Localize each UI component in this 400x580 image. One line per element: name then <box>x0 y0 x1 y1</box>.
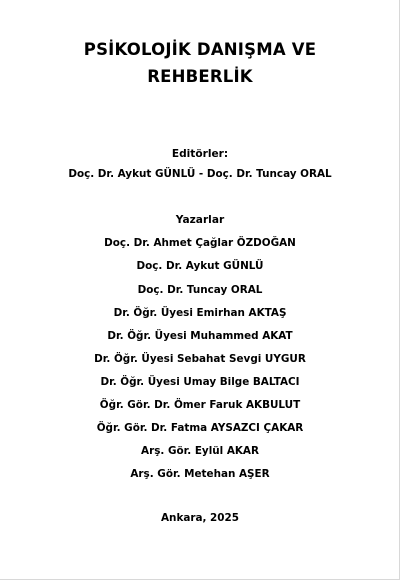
book-title-line-2: REHBERLİK <box>147 67 253 86</box>
author-item: Doç. Dr. Tuncay ORAL <box>137 284 263 296</box>
author-item: Doç. Dr. Ahmet Çağlar ÖZDOĞAN <box>104 237 296 249</box>
author-item: Öğr. Gör. Dr. Ömer Faruk AKBULUT <box>99 399 301 411</box>
author-item: Dr. Öğr. Üyesi Umay Bilge BALTACI <box>100 376 300 388</box>
author-item: Arş. Gör. Metehan AŞER <box>130 468 270 480</box>
author-item: Dr. Öğr. Üyesi Emirhan AKTAŞ <box>113 307 287 319</box>
authors-heading: Yazarlar <box>175 214 225 226</box>
author-item: Doç. Dr. Aykut GÜNLÜ <box>136 260 264 272</box>
author-item: Öğr. Gör. Dr. Fatma AYSAZCI ÇAKAR <box>96 422 304 434</box>
author-item: Dr. Öğr. Üyesi Sebahat Sevgi UYGUR <box>94 353 306 365</box>
author-item: Dr. Öğr. Üyesi Muhammed AKAT <box>107 330 293 342</box>
book-title-line-1: PSİKOLOJİK DANIŞMA VE <box>83 40 317 59</box>
author-item: Arş. Gör. Eylül AKAR <box>141 445 259 457</box>
editors-names: Doç. Dr. Aykut GÜNLÜ - Doç. Dr. Tuncay ORAL <box>68 168 332 180</box>
place-and-year: Ankara, 2025 <box>161 512 239 524</box>
editors-heading: Editörler: <box>171 148 229 160</box>
